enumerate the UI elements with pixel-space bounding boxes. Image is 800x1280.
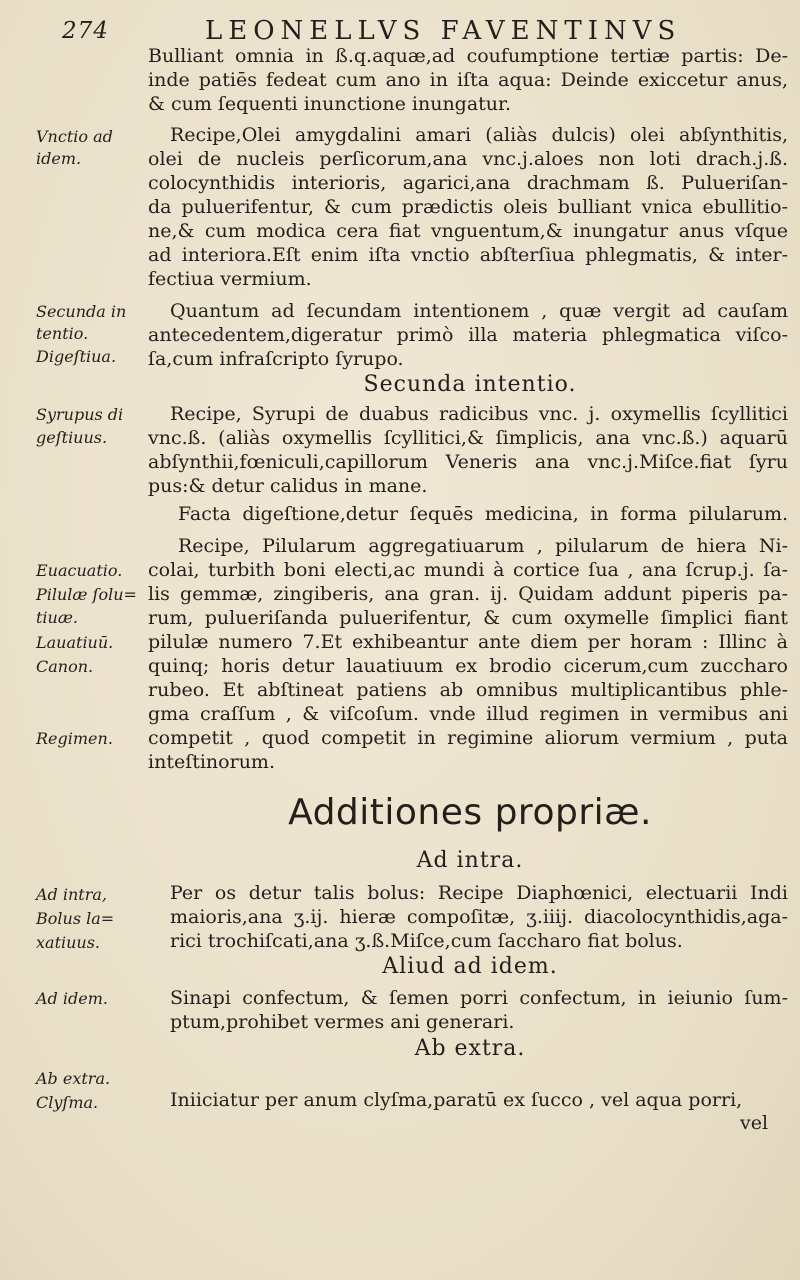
text-line: lis gemmæ, zingiberis, ana gran. ij. Quidam addunt piperis pa- [148, 583, 788, 605]
text-line: Facta digeſtione,detur ſequēs medicina, in forma pilularum. [178, 503, 788, 525]
margin-note: Bolus la= [36, 909, 115, 928]
text-line: abſynthii,fœniculi,capillorum Veneris ana vnc.j.Miſce.fiat ſyru [148, 451, 788, 473]
section-title: Additiones propriæ. [288, 792, 652, 833]
catchword: vel [740, 1112, 769, 1134]
text-line: olei de nucleis perſicorum,ana vnc.j.aloes non loti drach.j.ß. [148, 148, 788, 170]
text-line: Sinapi confectum, & ſemen porri confectum, in ieiunio ſum- [170, 987, 788, 1009]
text-line: colocynthidis interioris, agarici,ana drachmam ß. Pulueriſan- [148, 172, 788, 194]
text-line: rubeo. Et abſtineat patiens ab omnibus multiplicantibus phle- [148, 679, 788, 701]
text-line: gma craſſum , & viſcoſum. vnde illud regimen in vermibus ani [148, 703, 788, 725]
text-line: ad interiora.Eſt enim iſta vnctio abſterſiua phlegmatis, & inter- [148, 244, 788, 266]
margin-note: Euacuatio. [36, 561, 123, 580]
text-line: rum, pulueriſanda puluerifentur, & cum oxymelle ſimplici fiant [148, 607, 788, 629]
section-heading: Aliud ad idem. [382, 954, 558, 979]
text-line: quinq; horis detur lauatiuum ex brodio cicerum,cum zuccharo [148, 655, 788, 677]
text-line: ne,& cum modica cera fiat vnguentum,& inungatur anus vſque [148, 220, 788, 242]
margin-note: Secunda in [36, 302, 127, 321]
margin-note: tiuæ. [36, 608, 78, 627]
margin-note: Vnctio ad [36, 127, 113, 146]
text-line: pus:& detur calidus in mane. [148, 475, 428, 497]
margin-note: Canon. [36, 657, 94, 676]
text-line: pilulæ numero 7.Et exhibeantur ante diem per horam : Illinc à [148, 631, 788, 653]
text-line: antecedentem,digeratur primò illa materia phlegmatica viſco- [148, 324, 788, 346]
margin-note: Lauatiuū. [36, 633, 114, 652]
text-line: Per os detur talis bolus: Recipe Diaphœnici, electuarii Indi [170, 882, 788, 904]
text-line: vnc.ß. (aliàs oxymellis ſcyllitici,& ſimplicis, ana vnc.ß.) aquarū [148, 427, 788, 449]
margin-note: Ad idem. [36, 989, 108, 1008]
margin-note: geſtiuus. [36, 428, 108, 447]
margin-note: Digeſtiua. [36, 347, 117, 366]
margin-note: Pilulæ ſolu= [36, 585, 137, 604]
text-line: competit , quod competit in regimine aliorum vermium , puta [148, 727, 788, 749]
page-number: 274 [62, 18, 109, 44]
margin-note: tentio. [36, 324, 89, 343]
text-line: inteſtinorum. [148, 751, 275, 773]
text-line: Bulliant omnia in ß.q.aquæ,ad coufumptione tertiæ partis: De- [148, 45, 788, 67]
text-line: rici trochiſcati,ana ʒ.ß.Miſce,cum ſaccharo fiat bolus. [170, 930, 683, 952]
section-heading: Ad intra. [416, 848, 524, 873]
margin-note: Regimen. [36, 729, 113, 748]
text-line: Recipe, Pilularum aggregatiuarum , pilularum de hiera Ni- [178, 535, 788, 557]
running-title: LEONELLVS FAVENTINVS [205, 16, 682, 46]
text-line: Iniiciatur per anum clyſma,paratū ex ſucco , vel aqua porri, [170, 1089, 743, 1111]
text-line: Quantum ad ſecundam intentionem , quæ vergit ad cauſam [170, 300, 788, 322]
margin-note: Clyſma. [36, 1093, 99, 1112]
text-line: inde patiēs fedeat cum ano in iſta aqua: Deinde exiccetur anus, [148, 69, 788, 91]
text-line: da puluerifentur, & cum prædictis oleis bulliant vnica ebullitio- [148, 196, 788, 218]
text-line: maioris,ana ʒ.ij. hieræ compoſitæ, ʒ.iiij. diacolocynthidis,aga- [170, 906, 788, 928]
text-line: Recipe, Syrupi de duabus radicibus vnc. j. oxymellis ſcyllitici [170, 403, 788, 425]
margin-note: Ab extra. [36, 1069, 111, 1088]
text-line: ptum,prohibet vermes ani generari. [170, 1011, 515, 1033]
text-line: Recipe,Olei amygdalini amari (aliàs dulcis) olei abſynthitis, [170, 124, 788, 146]
margin-note: idem. [36, 149, 82, 168]
margin-note: Syrupus di [36, 405, 124, 424]
text-line: ſa,cum infraſcripto ſyrupo. [148, 348, 404, 370]
margin-note: Ad intra, [36, 885, 108, 904]
section-heading: Ab extra. [414, 1036, 526, 1061]
margin-note: xatiuus. [36, 933, 101, 952]
section-heading: Secunda intentio. [363, 372, 577, 397]
text-line: fectiua vermium. [148, 268, 312, 290]
text-line: colai, turbith boni electi,ac mundi à cortice ſua , ana ſcrup.j. ſa- [148, 559, 788, 581]
text-line: & cum ſequenti inunctione inungatur. [148, 93, 512, 115]
